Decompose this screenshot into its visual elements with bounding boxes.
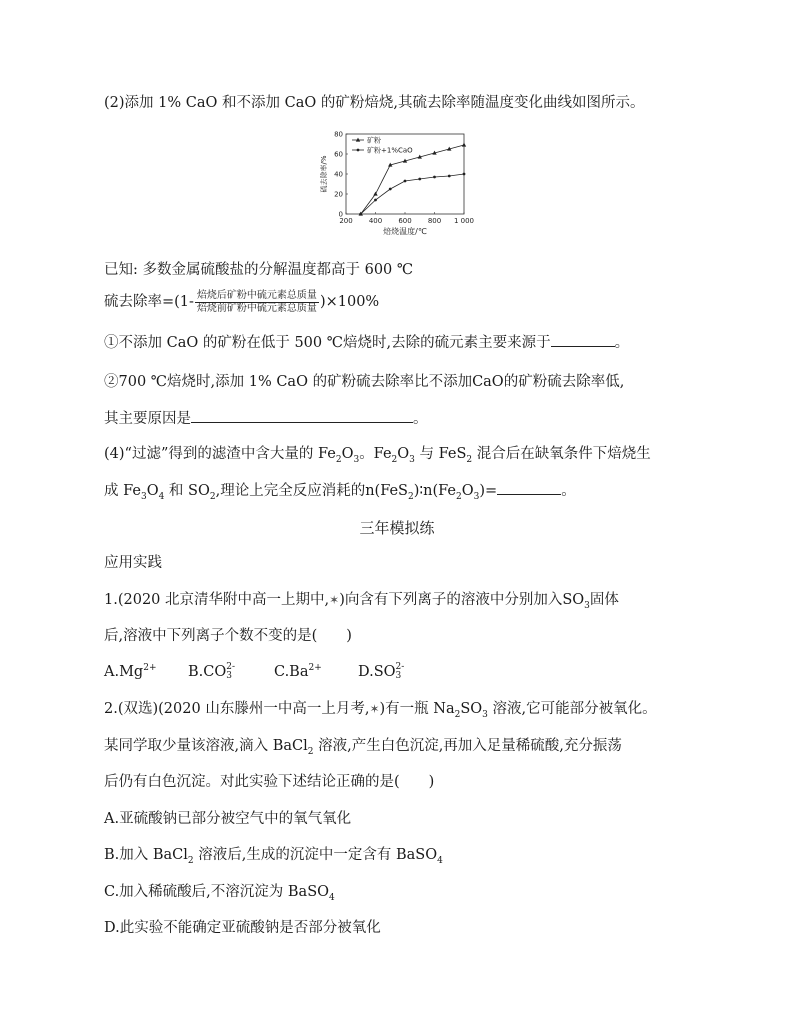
removal-formula (104, 288, 379, 316)
y-tick-label: 0 (338, 210, 343, 219)
q2-2-end: 。 (413, 411, 428, 427)
q4-l1-d: O (397, 446, 410, 462)
question-2-2 (104, 408, 428, 429)
x-tick-label: 1 000 (453, 217, 475, 225)
q2-1-text: ①不添加 CaO 的矿粉在低于 500 ℃焙烧时,去除的硫元素主要来源于 (104, 335, 551, 351)
q2-1-end: 。 (614, 335, 630, 351)
opt-a-text: A.Mg (104, 664, 144, 680)
data-point (433, 176, 436, 179)
known-condition: 已知: 多数金属硫酸盐的分解温度都高于 600 ℃ (104, 262, 414, 278)
opt-d-text: D.SO (358, 664, 396, 680)
formula-suffix: )×100% (319, 294, 380, 310)
series-line (361, 145, 464, 214)
p2-c-a: C.加入稀硫酸后,不溶沉淀为 BaSO (104, 884, 330, 900)
section-title: 三年模拟练 (359, 519, 435, 537)
q2-2-text: 其主要原因是 (104, 411, 191, 427)
p2-line3: 后仍有白色沉淀。对此实验下述结论正确的是( ) (104, 774, 435, 790)
q4-l2-h: 。 (561, 483, 576, 499)
sub-3: 3 (473, 491, 480, 502)
data-point (418, 178, 421, 181)
p2-l1-c: SO (460, 701, 483, 717)
p2-l2-b: 溶液,产生白色沉淀,再加入足量稀硫酸,充分振荡 (313, 738, 622, 754)
sub-4: 4 (329, 892, 335, 903)
y-tick-label: 60 (334, 150, 343, 159)
q2-intro: (2)添加 1% CaO 和不添加 CaO 的矿粉焙烧,其硫去除率随温度变化曲线如图所示。 (104, 95, 645, 111)
p1-line1 (104, 590, 619, 610)
opt-d-sup: 2- (395, 662, 405, 672)
answer-blank-4[interactable] (497, 480, 561, 495)
p1-l1-c: 固体 (589, 592, 619, 608)
p1-line2: 后,溶液中下列离子个数不变的是( ) (104, 628, 352, 644)
sub-3: 3 (140, 491, 147, 502)
sub-2: 2 (187, 855, 194, 866)
difficulty-star-icon: ✶ (369, 702, 380, 716)
opt-d-charge (396, 663, 405, 681)
sub-2: 2 (454, 709, 461, 720)
p2-b-a: B.加入 BaCl (104, 847, 188, 863)
data-point (373, 192, 377, 196)
q4-l1-b: O (341, 446, 354, 462)
sub-2: 2 (209, 491, 216, 502)
question-4-line2 (104, 480, 576, 501)
p1-l1-b: )向含有下列离子的溶液中分别加入SO (339, 592, 585, 608)
p2-l1-d: 溶液,它可能部分被氧化。 (487, 701, 657, 717)
q4-l2-f: O (461, 483, 474, 499)
formula-prefix: 硫去除率=(1- (104, 294, 194, 310)
q4-l1-e: 与 FeS (414, 446, 467, 462)
opt-c-text: C.Ba (274, 664, 309, 680)
p2-line2 (104, 736, 622, 756)
sub-3: 3 (409, 454, 415, 465)
q4-l1-f: 混合后在缺氧条件下焙烧生 (472, 446, 651, 462)
answer-blank-2-2[interactable] (191, 408, 413, 423)
p1-option-c[interactable] (274, 662, 358, 682)
data-point (404, 180, 407, 183)
p1-l1-a: 1.(2020 北京清华附中高一上期中, (104, 592, 330, 608)
sub-2: 2 (466, 454, 473, 465)
opt-a-sup: 2+ (143, 663, 157, 674)
p1-option-a[interactable] (104, 662, 188, 682)
question-2-1 (104, 332, 629, 353)
question-4-line1 (104, 444, 651, 464)
x-tick-label: 200 (339, 217, 353, 225)
data-point (463, 173, 466, 176)
p2-option-a[interactable]: A.亚硫酸钠已部分被空气中的氧气氧化 (104, 811, 352, 827)
sub-3: 3 (584, 600, 590, 611)
opt-b-text: B.CO (188, 664, 227, 680)
legend-label: 矿粉+1%CaO (367, 146, 413, 155)
sub-2: 2 (391, 454, 398, 465)
y-tick-label: 40 (334, 170, 343, 179)
q4-l2-a: 成 Fe (104, 483, 141, 499)
y-tick-label: 20 (334, 190, 343, 199)
q4-l1-c: 。Fe (359, 446, 392, 462)
sub-2: 2 (456, 491, 462, 502)
formula-numerator: 焙烧后矿粉中硫元素总质量 (196, 289, 317, 301)
answer-blank-2-1[interactable] (551, 332, 615, 347)
x-tick-label: 800 (427, 217, 442, 225)
p2-option-b[interactable] (104, 845, 443, 865)
formula-fraction (195, 290, 319, 315)
data-point (359, 213, 362, 216)
opt-c-sup: 2+ (308, 663, 322, 674)
sub-3: 3 (353, 454, 360, 465)
p2-l2-a: 某同学取少量该溶液,滴入 BaCl (104, 738, 308, 754)
x-axis-label: 焙烧温度/℃ (383, 227, 427, 236)
y-tick-label: 80 (334, 130, 343, 139)
q4-l2-d: ,理论上完全反应消耗的n(FeS (215, 483, 408, 499)
legend-label: 矿粉 (367, 136, 381, 145)
sub-3: 3 (482, 709, 488, 720)
p2-line1 (104, 699, 657, 719)
p2-b-b: 溶液后,生成的沉淀中一定含有 BaSO (193, 847, 438, 863)
data-point (448, 175, 451, 178)
opt-b-sup: 2- (226, 662, 236, 672)
y-axis-label: 硫去除率/% (320, 155, 328, 193)
sub-4: 4 (437, 855, 443, 866)
sulfur-removal-chart (318, 128, 478, 246)
q4-l2-b: O (146, 483, 159, 499)
data-point (374, 199, 377, 202)
data-point (462, 143, 466, 147)
q4-l2-g: )= (479, 483, 498, 499)
x-tick-label: 400 (368, 217, 383, 225)
formula-denominator: 焙烧前矿粉中硫元素总质量 (196, 302, 317, 314)
x-tick-label: 600 (398, 217, 412, 225)
p2-option-c[interactable] (104, 882, 335, 902)
q4-l1-a: (4)“过滤”得到的滤渣中含大量的 Fe (104, 446, 336, 462)
p1-options (104, 662, 444, 682)
p1-option-b[interactable] (188, 662, 274, 682)
difficulty-star-icon: ✶ (329, 593, 340, 607)
opt-b-sub: 3 (226, 671, 232, 681)
opt-b-charge (226, 663, 235, 681)
p2-option-d[interactable]: D.此实验不能确定亚硫酸钠是否部分被氧化 (104, 920, 381, 936)
sub-2: 2 (307, 746, 314, 757)
p2-l1-b: )有一瓶 Na (379, 701, 455, 717)
subsection-title: 应用实践 (104, 555, 162, 571)
sub-4: 4 (158, 491, 165, 502)
sub-2: 2 (335, 454, 342, 465)
data-point (389, 188, 392, 191)
sub-2: 2 (408, 491, 414, 502)
opt-d-sub: 3 (395, 671, 402, 681)
q4-l2-c: 和 SO (164, 483, 210, 499)
legend-marker (357, 149, 360, 152)
q4-l2-e: )∶n(Fe (413, 483, 457, 499)
p2-l1-a: 2.(双选)(2020 山东滕州一中高一上月考, (104, 701, 370, 717)
q2-2-line1: ②700 ℃焙烧时,添加 1% CaO 的矿粉硫去除率比不添加CaO的矿粉硫去除率低, (104, 374, 625, 390)
p1-option-d[interactable] (358, 662, 444, 682)
